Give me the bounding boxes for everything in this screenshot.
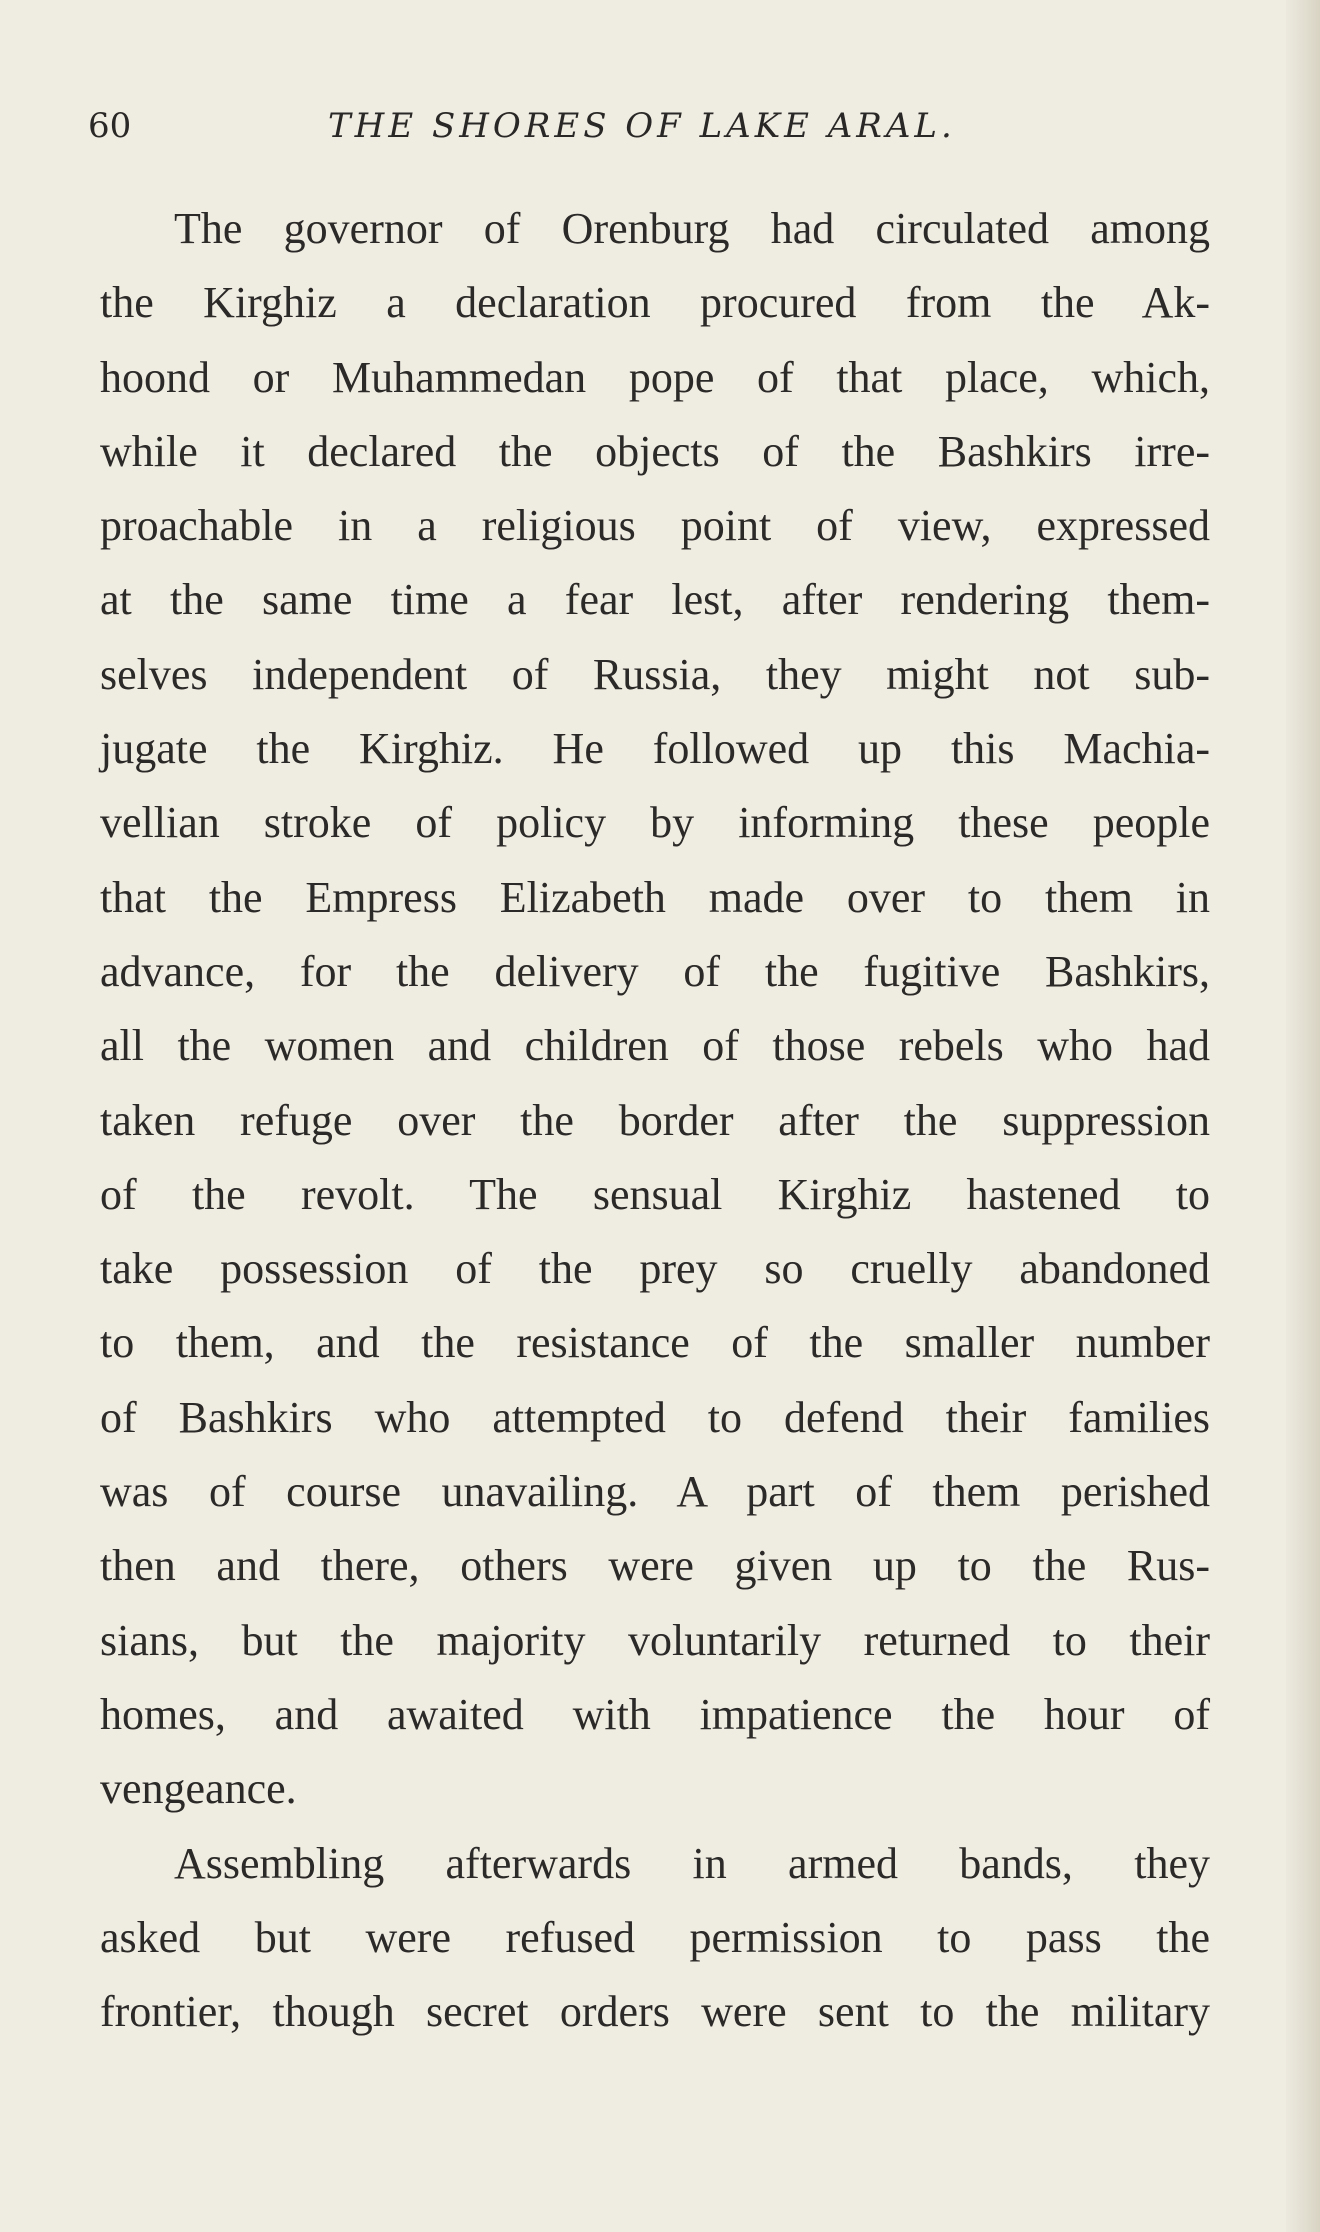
text-line: hoond or Muhammedan pope of that place, which, [100,352,1210,402]
page-edge-shadow [1286,0,1320,2232]
text-line: then and there, others were given up to the Rus- [100,1541,1210,1591]
page-number: 60 [88,106,132,146]
text-line: proachable in a religious point of view, expressed [100,501,1210,551]
text-line: while it declared the objects of the Bashkirs irre- [100,426,1210,476]
text-line: vengeance. [100,1764,297,1814]
text-line: frontier, though secret orders were sent to the military [100,1987,1210,2037]
text-line: taken refuge over the border after the suppression [100,1095,1210,1145]
running-title: THE SHORES OF LAKE ARAL. [328,106,956,146]
text-line: at the same time a fear lest, after rendering them- [100,575,1210,625]
paragraph [100,192,1210,1827]
text-line: asked but were refused permission to pass the [100,1912,1210,1962]
page-header [88,103,1208,149]
text-line: Assembling afterwards in armed bands, they [174,1838,1210,1888]
text-line: take possession of the prey so cruelly abandoned [100,1244,1210,1294]
text-line: jugate the Kirghiz. He followed up this Machia- [100,724,1210,774]
text-line: vellian stroke of policy by informing these people [100,798,1210,848]
body-text [100,192,1210,2049]
text-line: the Kirghiz a declaration procured from the Ak- [100,278,1210,328]
text-line: The governor of Orenburg had circulated among [174,204,1210,253]
text-line: homes, and awaited with impatience the hour of [100,1689,1210,1739]
text-line: to them, and the resistance of the smaller number [100,1318,1210,1368]
text-line: selves independent of Russia, they might not sub- [100,649,1210,699]
text-line: of Bashkirs who attempted to defend their families [100,1392,1210,1442]
text-line: that the Empress Elizabeth made over to them in [100,872,1210,922]
text-line: all the women and children of those rebels who had [100,1021,1210,1071]
text-line: sians, but the majority voluntarily returned to their [100,1615,1210,1665]
paragraph [100,1827,1210,2050]
text-line: of the revolt. The sensual Kirghiz hastened to [100,1169,1210,1219]
text-line: was of course unavailing. A part of them perished [100,1467,1210,1517]
text-line: advance, for the delivery of the fugitive Bashkirs, [100,946,1210,996]
